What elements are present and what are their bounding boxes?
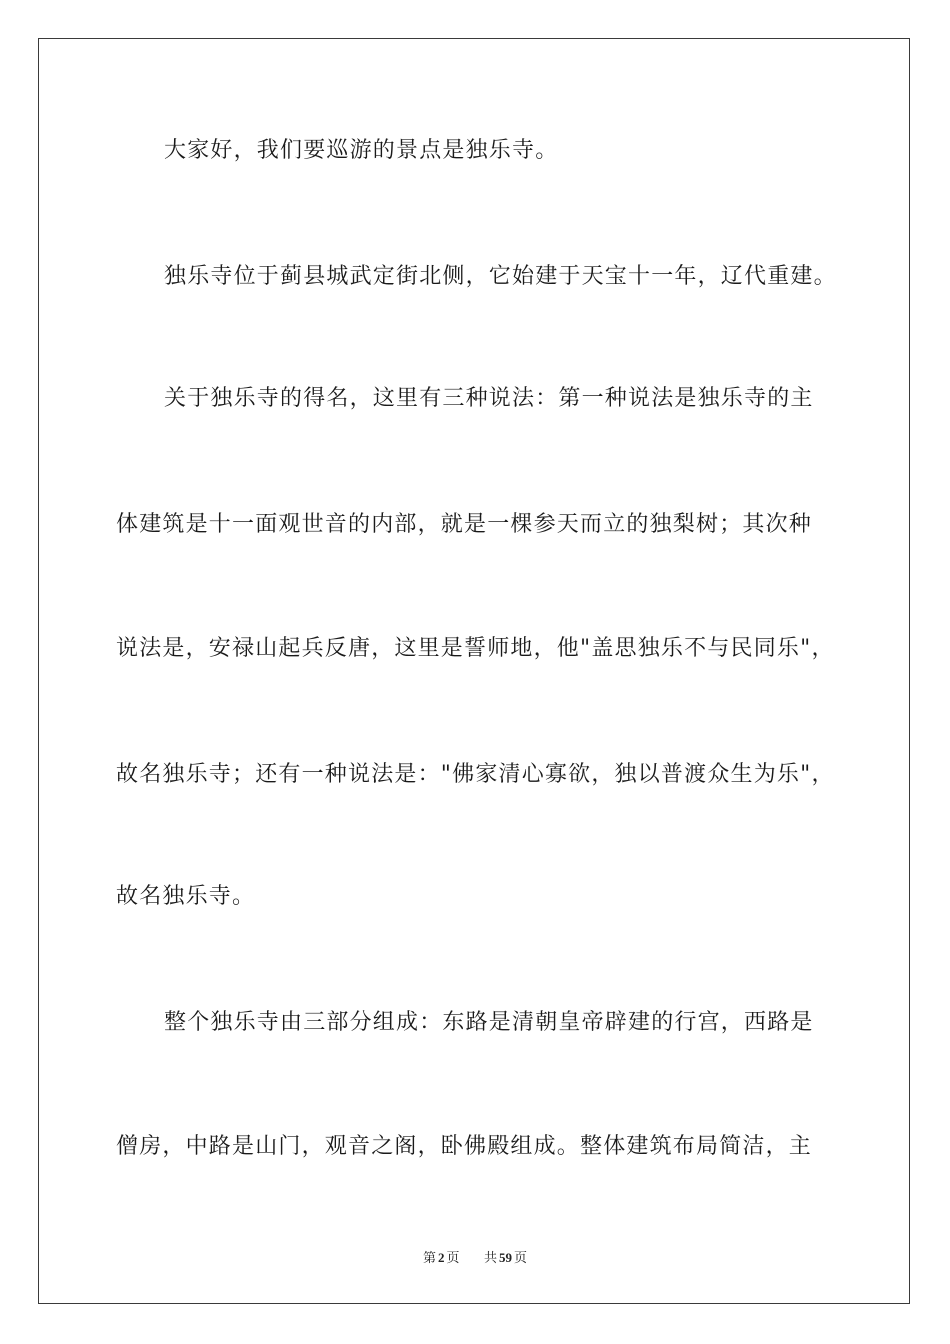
page-suffix: 页	[446, 1251, 460, 1266]
page-prefix: 第	[422, 1251, 436, 1266]
paragraph-line-6: 故名独乐寺；还有一种说法是："佛家清心寡欲，独以普渡众生为乐"，	[116, 762, 835, 787]
paragraph-line-2: 独乐寺位于蓟县城武定街北侧，它始建于天宝十一年，辽代重建。	[164, 264, 837, 289]
page-border	[38, 38, 910, 1304]
paragraph-line-3: 关于独乐寺的得名，这里有三种说法：第一种说法是独乐寺的主	[164, 386, 814, 411]
page-indicator	[421, 1251, 462, 1266]
page-number: 2	[437, 1250, 445, 1265]
paragraph-line-5: 说法是，安禄山起兵反唐，这里是誓师地，他"盖思独乐不与民同乐"，	[116, 636, 835, 661]
paragraph-line-1: 大家好，我们要巡游的景点是独乐寺。	[164, 138, 559, 163]
page-footer	[0, 1250, 950, 1267]
paragraph-line-7: 故名独乐寺。	[116, 884, 256, 909]
paragraph-line-4: 体建筑是十一面观世音的内部，就是一棵参天而立的独梨树；其次种	[116, 512, 813, 537]
total-number: 59	[499, 1250, 513, 1265]
paragraph-line-8: 整个独乐寺由三部分组成：东路是清朝皇帝辟建的行宫，西路是	[164, 1010, 814, 1035]
total-suffix: 页	[514, 1251, 528, 1266]
paragraph-line-9: 僧房，中路是山门，观音之阁，卧佛殿组成。整体建筑布局简洁，主	[116, 1134, 813, 1159]
total-pages-indicator	[482, 1251, 529, 1266]
total-prefix: 共	[484, 1251, 498, 1266]
